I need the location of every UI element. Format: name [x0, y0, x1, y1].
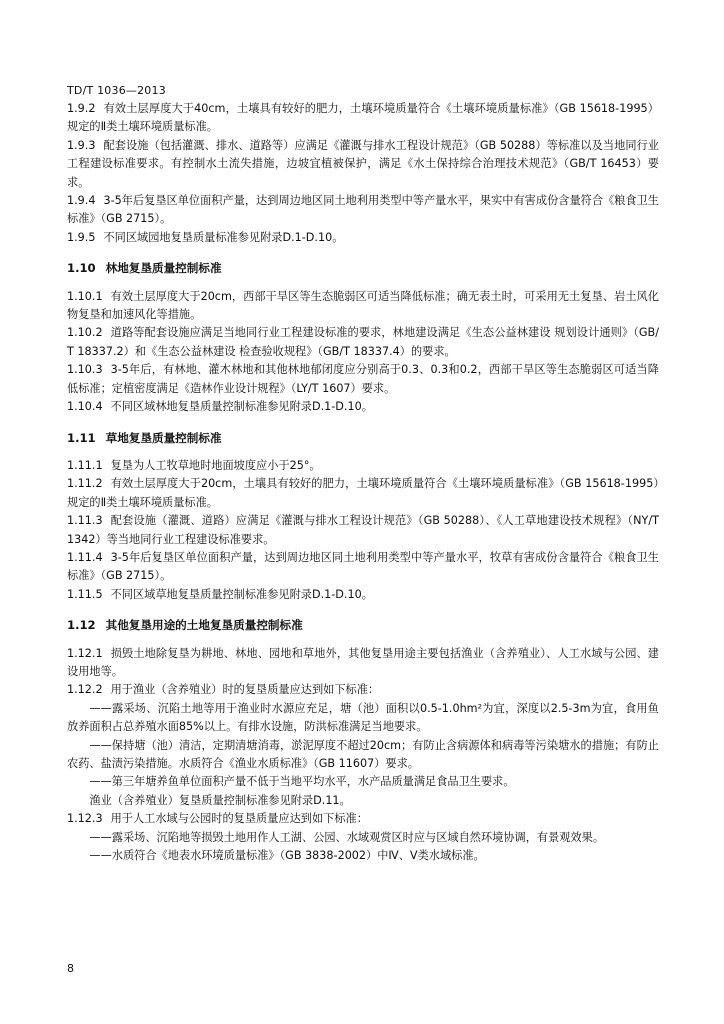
clause-item — [67, 586, 659, 604]
clause-text: 不同区域园地复垦质量标准参见附录D.1-D.10。 — [103, 230, 344, 244]
note-paragraph — [67, 792, 659, 810]
clause-item — [67, 100, 659, 137]
clause-number: 1.10 — [67, 261, 96, 276]
section-heading — [67, 429, 659, 447]
clause-number: 1.11.1 — [67, 458, 103, 472]
clause-number: 1.9.5 — [67, 230, 96, 244]
clause-text: ——保持塘（池）清洁，定期清塘消毒，淤泥厚度不超过20cm；有防止含病源体和病毒等污染塘水的措施；有防止农药、盐渍污染措施。水质符合《渔业水质标准》（GB 11607）要求。 — [67, 738, 659, 770]
clause-number: 1.9.2 — [67, 102, 96, 115]
clause-number: 1.10.1 — [67, 289, 103, 303]
document-body — [67, 100, 659, 865]
clause-text: ——水质符合《地表水环境质量标准》（GB 3838-2002）中Ⅳ、Ⅴ类水域标准。 — [89, 849, 485, 863]
clause-number: 1.9.3 — [67, 138, 96, 152]
clause-item — [67, 645, 659, 682]
clause-number: 1.11.5 — [67, 587, 103, 601]
clause-text: 不同区域林地复垦质量控制标准参见附录D.1-D.10。 — [110, 400, 373, 414]
dash-list-item — [67, 773, 659, 791]
clause-item — [67, 681, 659, 699]
clause-text: 损毁土地除复垦为耕地、林地、园地和草地外，其他复垦用途主要包括渔业（含养殖业）、人工水域与公园、建设用地等。 — [67, 646, 659, 678]
clause-number: 1.10.3 — [67, 363, 103, 377]
clause-item — [67, 288, 659, 325]
clause-text: 草地复垦质量控制标准 — [105, 430, 222, 445]
clause-number: 1.11.4 — [67, 550, 103, 564]
clause-number: 1.12 — [67, 618, 96, 633]
clause-item — [67, 229, 659, 247]
clause-text: 有效土层厚度大于20cm，土壤具有较好的肥力，土壤环境质量符合《土壤环境质量标准》（GB 15618-1995）规定的Ⅱ类土壤环境质量标准。 — [67, 477, 659, 509]
clause-text: 3-5年后复垦区单位面积产量，达到周边地区同土地利用类型中等产量水平，牧草有害成份含量符合《粮食卫生标准》（GB 2715）。 — [67, 550, 659, 583]
clause-text: 道路等配套设施应满足当地同行业工程建设标准的要求，林地建设满足《生态公益林建设 规划设计通则》（GB/T 18337.2）和《生态公益林建设 检查验收规程》（GB/T 18337.4）的要求。 — [67, 326, 659, 358]
clause-item — [67, 549, 659, 586]
clause-text: 渔业（含养殖业）复垦质量控制标准参见附录D.11。 — [89, 793, 351, 807]
clause-item — [67, 457, 659, 475]
clause-item — [67, 361, 659, 398]
clause-number: 1.12.1 — [67, 646, 103, 660]
clause-item — [67, 192, 659, 229]
clause-item — [67, 324, 659, 361]
section-heading — [67, 259, 659, 277]
clause-text: ——露采场、沉陷土地等用于渔业时水源应充足，塘（池）面积以0.5-1.0hm²为宜，深度以2.5-3m为宜，食用鱼放养面积占总养殖水面85%以上。有排水设施，防洪标准满足当地要求。 — [67, 701, 659, 734]
clause-text: 有效土层厚度大于20cm，西部干旱区等生态脆弱区可适当降低标准；确无表土时，可采用无土复垦、岩土风化物复垦和加速风化等措施。 — [67, 289, 659, 322]
clause-text: 3-5年后复垦区单位面积产量，达到周边地区同土地利用类型中等产量水平，果实中有害成份含量符合《粮食卫生标准》（GB 2715）。 — [67, 194, 659, 226]
clause-text: ——第三年塘养鱼单位面积产量不低于当地平均水平，水产品质量满足食品卫生要求。 — [89, 775, 515, 789]
clause-number: 1.10.4 — [67, 400, 103, 414]
dash-list-item — [67, 737, 659, 774]
clause-text: 用于人工水域与公园时的复垦质量应达到如下标准： — [110, 812, 368, 826]
clause-number: 1.10.2 — [67, 326, 103, 340]
clause-item — [67, 810, 659, 828]
clause-number: 1.11.2 — [67, 477, 103, 491]
clause-item — [67, 475, 659, 512]
page-number: 8 — [67, 962, 74, 975]
standard-code-header: TD/T 1036—2013 — [67, 84, 166, 97]
clause-item — [67, 512, 659, 549]
clause-text: 不同区域草地复垦质量控制标准参见附录D.1-D.10。 — [110, 587, 373, 601]
clause-number: 1.12.2 — [67, 683, 103, 697]
clause-text: 配套设施（包括灌溉、排水、道路等）应满足《灌溉与排水工程设计规范》（GB 50288）等标准以及当地同行业工程建设标准要求。有控制水土流失措施，边坡宜植被保护，满足《水土保持综合治理技术规范》（GB/T 16453）要求。 — [67, 138, 659, 189]
clause-text: 其他复垦用途的土地复垦质量控制标准 — [105, 618, 303, 633]
clause-number: 1.9.4 — [67, 194, 96, 208]
clause-text: 复垦为人工牧草地时地面坡度应小于25°。 — [110, 458, 321, 472]
clause-number: 1.12.3 — [67, 812, 103, 826]
clause-item — [67, 137, 659, 192]
dash-list-item — [67, 700, 659, 737]
dash-list-item — [67, 829, 659, 847]
clause-text: 配套设施（灌溉、道路）应满足《灌溉与排水工程设计规范》（GB 50288）、《人工草地建设技术规程》（NY/T 1342）等当地同行业工程建设标准要求。 — [67, 514, 659, 546]
clause-number: 1.11 — [67, 430, 96, 445]
clause-item — [67, 398, 659, 416]
clause-number: 1.11.3 — [67, 514, 103, 528]
clause-text: 用于渔业（含养殖业）时的复垦质量应达到如下标准： — [110, 683, 380, 697]
dash-list-item — [67, 847, 659, 865]
clause-text: 林地复垦质量控制标准 — [105, 261, 222, 276]
clause-text: ——露采场、沉陷地等损毁土地用作人工湖、公园、水域观赏区时应与区域自然环境协调，有景观效果。 — [89, 830, 605, 844]
clause-text: 3-5年后，有林地、灌木林地和其他林地郁闭度应分别高于0.3、0.3和0.2，西部干旱区等生态脆弱区可适当降低标准；定植密度满足《造林作业设计规程》（LY/T 1607）要求。 — [67, 363, 659, 395]
section-heading — [67, 616, 659, 634]
clause-text: 有效土层厚度大于40cm，土壤具有较好的肥力，土壤环境质量符合《土壤环境质量标准》（GB 15618-1995）规定的Ⅱ类土壤环境质量标准。 — [67, 102, 659, 134]
